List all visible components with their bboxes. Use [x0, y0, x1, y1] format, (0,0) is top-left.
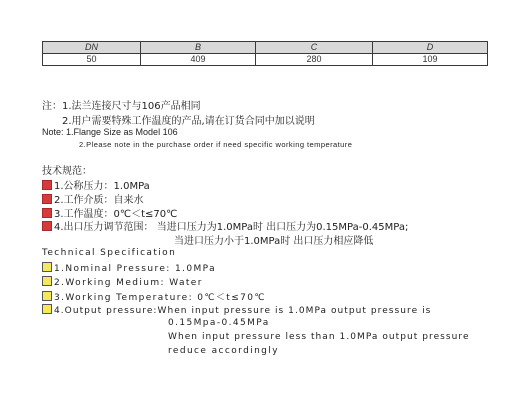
- red-square-bullet-icon: [42, 221, 52, 231]
- spec-cn-item-2-text: 2.工作介质：自来水: [54, 195, 144, 206]
- cell-d: 109: [373, 54, 488, 66]
- spec-cn-item-3-text: 3.工作温度：0℃＜t≤70℃: [54, 209, 178, 220]
- note-en-2: 2.Please note in the purchase order if need specific working temperature: [79, 140, 353, 149]
- yellow-square-bullet-icon: [42, 291, 52, 301]
- spec-en-item-2-text: 2.Working Medium: Water: [54, 278, 203, 288]
- spec-cn-item-4: [42, 218, 408, 233]
- header-dn: DN: [43, 42, 141, 54]
- spec-en-item-1: [42, 262, 216, 274]
- red-square-bullet-icon: [42, 194, 52, 204]
- dimension-table: [42, 41, 488, 66]
- note-cn-1: 注：1.法兰连接尺寸与106产品相同: [42, 101, 201, 112]
- spec-en-item-3-text: 3.Working Temperature: 0℃＜t≤70℃: [54, 293, 266, 303]
- spec-en-item-3: [42, 290, 266, 303]
- cell-c: 280: [256, 54, 373, 66]
- spec-en-title: Technical Specification: [42, 248, 177, 258]
- spec-en-item-4: [42, 304, 431, 316]
- cell-dn: 50: [43, 54, 141, 66]
- spec-cn-item-4-text: 4.出口压力调节范围： 当进口压力为1.0MPa时 出口压力为0.15MPa-0.45MPa;: [54, 222, 409, 233]
- spec-en-item-2: [42, 276, 203, 288]
- spec-cn-item-1: [42, 177, 150, 192]
- spec-cn-item-4-cont: 当进口压力小于1.0MPa时 出口压力相应降低: [174, 236, 374, 247]
- spec-en-item-4-cont-1: 0.15Mpa-0.45MPa: [168, 318, 270, 328]
- red-square-bullet-icon: [42, 208, 52, 218]
- spec-en-item-4-cont-3: reduce accordingly: [168, 346, 279, 356]
- red-square-bullet-icon: [42, 180, 52, 190]
- header-b: B: [141, 42, 256, 54]
- header-c: C: [256, 42, 373, 54]
- spec-en-item-1-text: 1.Nominal Pressure: 1.0MPa: [54, 264, 217, 274]
- note-cn-2: 2.用户需要特殊工作温度的产品,请在订货合同中加以说明: [62, 116, 315, 127]
- header-d: D: [373, 42, 488, 54]
- yellow-square-bullet-icon: [42, 304, 52, 314]
- cell-b: 409: [141, 54, 256, 66]
- yellow-square-bullet-icon: [42, 262, 52, 272]
- spec-cn-item-2: [42, 191, 144, 206]
- table-row: [43, 54, 488, 66]
- spec-en-item-4-cont-2: When input pressure less than 1.0MPa output pressure: [168, 332, 470, 342]
- spec-cn-title: 技术规范：: [42, 166, 92, 177]
- table-header-row: [43, 42, 488, 54]
- spec-cn-item-1-text: 1.公称压力：1.0MPa: [54, 181, 150, 192]
- spec-en-item-4-text: 4.Output pressure:When input pressure is 1.0MPa output pressure is: [54, 306, 432, 316]
- note-en-1: Note: 1.Flange Size as Model 106: [42, 127, 178, 137]
- yellow-square-bullet-icon: [42, 276, 52, 286]
